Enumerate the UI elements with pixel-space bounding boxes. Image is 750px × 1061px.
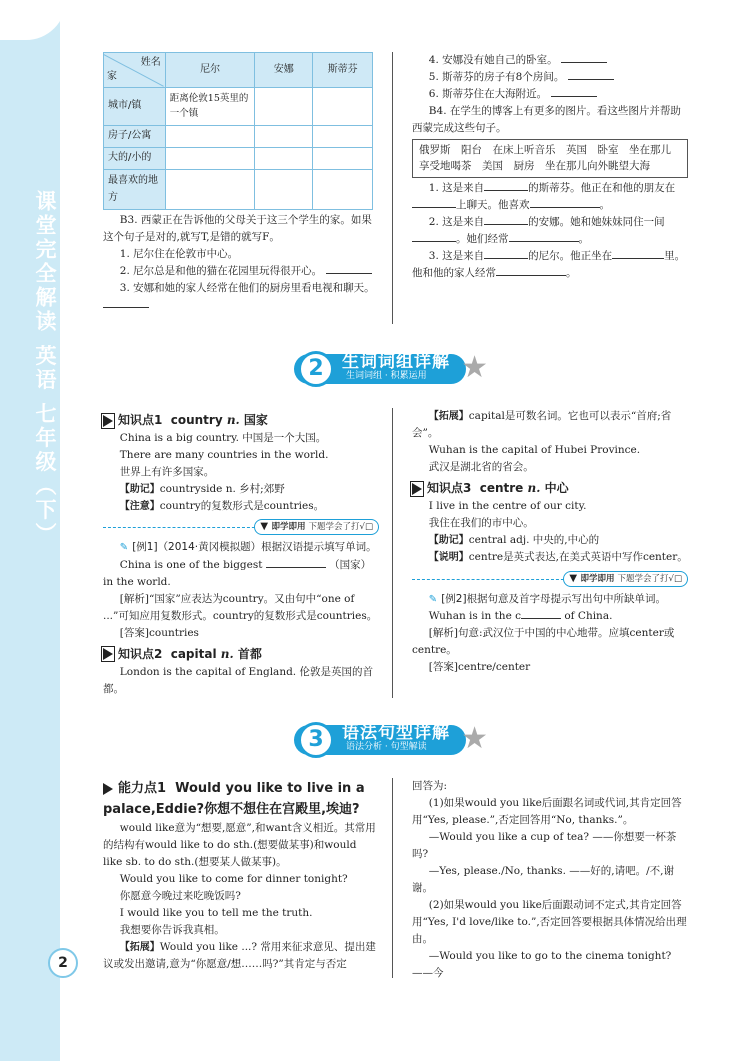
answer-line: [答案]centre/center bbox=[428, 660, 531, 673]
table-cell bbox=[313, 170, 373, 210]
star-icon: ★ bbox=[461, 721, 488, 756]
pen-icon: ✎ bbox=[119, 542, 129, 554]
middle-right-column bbox=[412, 408, 688, 676]
answer-blank[interactable] bbox=[484, 248, 528, 259]
text-line: (2)如果would you like后面跟动词不定式,其肯定回答用“Yes, I'd love/like to.”,否定回答要根据具体情况给出理由。 bbox=[412, 899, 687, 945]
practice-label[interactable]: ▼ 即学即用 下题学会了打√□ bbox=[254, 519, 379, 535]
example-line: 武汉是湖北省的省会。 bbox=[428, 461, 534, 474]
section-subtitle: 生词词组 · 积累运用 bbox=[346, 371, 427, 381]
sidebar bbox=[0, 0, 66, 1061]
table-cell bbox=[313, 126, 373, 148]
ability-point-1: 能力点1 Would you like to live in a palace,Eddie?你想不想住在宫殿里,埃迪? bbox=[103, 781, 365, 817]
triangle-icon bbox=[103, 648, 113, 660]
answer-blank[interactable] bbox=[103, 297, 149, 308]
corner-home-label: 家 bbox=[107, 70, 117, 82]
col-header: 安娜 bbox=[255, 53, 313, 88]
row-header: 大的/小的 bbox=[104, 148, 166, 170]
triangle-icon bbox=[103, 783, 113, 795]
sidebar-cap bbox=[0, 0, 66, 40]
answer-blank[interactable] bbox=[561, 52, 607, 63]
table-cell bbox=[255, 126, 313, 148]
row-header: 房子/公寓 bbox=[104, 126, 166, 148]
table-cell bbox=[165, 170, 255, 210]
example-line: Wuhan is the capital of Hubei Province. bbox=[428, 444, 641, 457]
table-row bbox=[104, 148, 373, 170]
b4-sentence: 2. 这是来自 的安娜。她和她妹妹同住一间。她们经常 。 bbox=[412, 214, 688, 248]
example-line: 你愿意今晚过来吃晚饭吗? bbox=[119, 890, 241, 902]
explanation: would like意为“想要,愿意”,和want含义相近。其常用的结构有would like to do sth.(想要做某事)和would like sb. to do sth.(想要某人做某事)。 bbox=[103, 822, 376, 868]
table-cell bbox=[313, 148, 373, 170]
table-cell bbox=[313, 88, 373, 126]
b4-sentence: 3. 这是来自 的尼尔。他正坐在 里。他和他的家人经常 。 bbox=[412, 249, 686, 279]
table-cell bbox=[165, 148, 255, 170]
top-right-column bbox=[412, 52, 688, 282]
example-line: London is the capital of England. 伦敦是英国的首都。 bbox=[103, 665, 373, 695]
table-row bbox=[104, 170, 373, 210]
example-2-sentence: Wuhan is in the c of China. bbox=[428, 609, 613, 622]
b3-intro: B3. 西蒙正在告诉他的父母关于这三个学生的家。如果这个句子是对的,就写T,是错的就写F。 bbox=[103, 214, 372, 243]
answer-blank[interactable] bbox=[551, 86, 597, 97]
answer-blank[interactable] bbox=[326, 263, 372, 274]
column-divider bbox=[392, 52, 393, 324]
answer-line: [答案]countries bbox=[119, 626, 199, 639]
example-line: —Would you like to go to the cinema tonight? ——今 bbox=[412, 950, 672, 979]
answer-blank[interactable] bbox=[496, 265, 566, 276]
section-2-banner bbox=[294, 350, 488, 387]
example-1: ✎ [例1]（2014·黄冈模拟题）根据汉语提示填写单词。 bbox=[119, 541, 377, 554]
analysis-line: [解析]“国家”应表达为country。又由句中“one of ...”可知应用复数形式。country的复数形式是countries。 bbox=[103, 592, 378, 622]
section-subtitle: 语法分析 · 句型解读 bbox=[346, 742, 427, 752]
example-line: 我住在我们的市中心。 bbox=[428, 517, 534, 530]
row-header: 城市/镇 bbox=[104, 88, 166, 126]
knowledge-point-2: 知识点2 capital n. 首都 bbox=[103, 645, 379, 663]
answer-blank[interactable] bbox=[568, 69, 614, 80]
practice-divider bbox=[103, 518, 379, 536]
answer-blank[interactable] bbox=[484, 214, 528, 225]
table-corner bbox=[104, 53, 166, 88]
b3-item: 5. 斯蒂芬的房子有8个房间。 bbox=[412, 69, 688, 86]
example-line: 世界上有许多国家。 bbox=[119, 466, 215, 478]
answer-blank[interactable] bbox=[509, 231, 579, 242]
example-line: China is a big country. 中国是一个大国。 bbox=[119, 432, 327, 444]
example-line: I would like you to tell me the truth. bbox=[119, 907, 313, 919]
sidebar-edge bbox=[60, 0, 66, 1061]
row-header: 最喜欢的地方 bbox=[104, 170, 166, 210]
example-line: 我想要你告诉我真相。 bbox=[119, 924, 225, 936]
answer-blank[interactable] bbox=[412, 197, 456, 208]
top-left-column bbox=[103, 52, 381, 314]
b3-section bbox=[103, 212, 381, 314]
b4-sentence: 1. 这是来自 的斯蒂芬。他正在和他的朋友在上聊天。他喜欢 。 bbox=[412, 180, 688, 214]
text-line: 回答为: bbox=[412, 780, 448, 792]
table-cell bbox=[255, 148, 313, 170]
example-line: —Would you like a cup of tea? ——你想要一杯茶吗? bbox=[412, 831, 677, 860]
b3-item: 4. 安娜没有她自己的卧室。 bbox=[412, 52, 688, 69]
info-table bbox=[103, 52, 373, 210]
table-cell bbox=[255, 170, 313, 210]
section-title: 生词词组详解 bbox=[342, 352, 450, 372]
knowledge-point-1: 知识点1 country n. 国家 bbox=[103, 411, 379, 429]
text-line: (1)如果would you like后面跟名词或代词,其肯定回答用“Yes, please.”,否定回答用“No, thanks.”。 bbox=[412, 797, 682, 826]
sidebar-title: 课堂完全解读 英语 七年级（下） bbox=[33, 190, 57, 547]
bottom-right-column bbox=[412, 778, 688, 982]
b3-item: 6. 斯蒂芬住在大海附近。 bbox=[412, 86, 688, 103]
answer-blank[interactable] bbox=[266, 557, 326, 568]
practice-divider bbox=[412, 570, 688, 588]
bottom-left-column bbox=[103, 778, 379, 973]
answer-blank[interactable] bbox=[612, 248, 664, 259]
note-line: 【注意】country的复数形式是countries。 bbox=[119, 500, 325, 513]
triangle-icon bbox=[412, 483, 422, 495]
triangle-icon bbox=[103, 415, 113, 427]
example-1-sentence: China is one of the biggest （国家）in the world. bbox=[103, 558, 372, 588]
word-box: 俄罗斯 阳台 在床上听音乐 英国 卧室 坐在那儿享受地喝茶 美国 厨房 坐在那儿向外眺望大海 bbox=[412, 139, 688, 178]
column-divider bbox=[392, 408, 393, 698]
b3-item: 2. 尼尔总是和他的猫在花园里玩得很开心。 bbox=[103, 263, 381, 280]
pen-icon: ✎ bbox=[428, 593, 438, 605]
example-line: There are many countries in the world. bbox=[119, 449, 329, 461]
example-line: I live in the centre of our city. bbox=[428, 500, 587, 513]
middle-left-column bbox=[103, 408, 379, 698]
section-number: 3 bbox=[298, 722, 334, 758]
b3-item: 3. 安娜和她的家人经常在他们的厨房里看电视和聊天。 bbox=[103, 280, 381, 314]
star-icon: ★ bbox=[461, 350, 488, 385]
note-line: 【说明】centre是英式表达,在美式英语中写作center。 bbox=[428, 551, 688, 564]
answer-blank[interactable] bbox=[530, 197, 600, 208]
column-divider bbox=[392, 778, 393, 978]
table-row bbox=[104, 126, 373, 148]
example-2: ✎ [例2]根据句意及首字母提示写出句中所缺单词。 bbox=[428, 592, 667, 605]
section-number: 2 bbox=[298, 351, 334, 387]
answer-blank[interactable] bbox=[521, 608, 561, 619]
knowledge-point-3: 知识点3 centre n. 中心 bbox=[412, 479, 688, 497]
example-line: Would you like to come for dinner tonight? bbox=[119, 873, 348, 885]
col-header: 斯蒂芬 bbox=[313, 53, 373, 88]
memo-line: 【助记】central adj. 中央的,中心的 bbox=[428, 534, 600, 547]
example-line: —Yes, please./No, thanks. ——好的,请吧。/不,谢谢。 bbox=[412, 865, 674, 894]
corner-name-label: 姓名 bbox=[140, 57, 161, 68]
table-cell bbox=[255, 88, 313, 126]
b4-intro: B4. 在学生的博客上有更多的图片。看这些图片并帮助西蒙完成这些句子。 bbox=[412, 105, 681, 134]
section-3-banner bbox=[294, 721, 488, 758]
page-number: 2 bbox=[48, 948, 78, 978]
analysis-line: [解析]句意:武汉位于中国的中心地带。应填center或centre。 bbox=[412, 626, 675, 656]
b3-item: 1. 尼尔住在伦敦市中心。 bbox=[119, 248, 239, 260]
table-row bbox=[104, 88, 373, 126]
col-header: 尼尔 bbox=[165, 53, 255, 88]
answer-blank[interactable] bbox=[484, 180, 528, 191]
table-cell: 距离伦敦15英里的一个镇 bbox=[165, 88, 255, 126]
extension-line: 【拓展】Would you like ...? 常用来征求意见、提出建议或发出邀请,意为“你愿意/想……吗?”其肯定与否定 bbox=[103, 941, 376, 971]
table-cell bbox=[165, 126, 255, 148]
section-title: 语法句型详解 bbox=[342, 723, 450, 743]
extension-line: 【拓展】capital是可数名词。它也可以表示“首府;省会”。 bbox=[412, 410, 672, 440]
answer-blank[interactable] bbox=[412, 231, 456, 242]
practice-label[interactable]: ▼ 即学即用 下题学会了打√□ bbox=[563, 571, 688, 587]
memo-line: 【助记】countryside n. 乡村;郊野 bbox=[119, 483, 285, 495]
